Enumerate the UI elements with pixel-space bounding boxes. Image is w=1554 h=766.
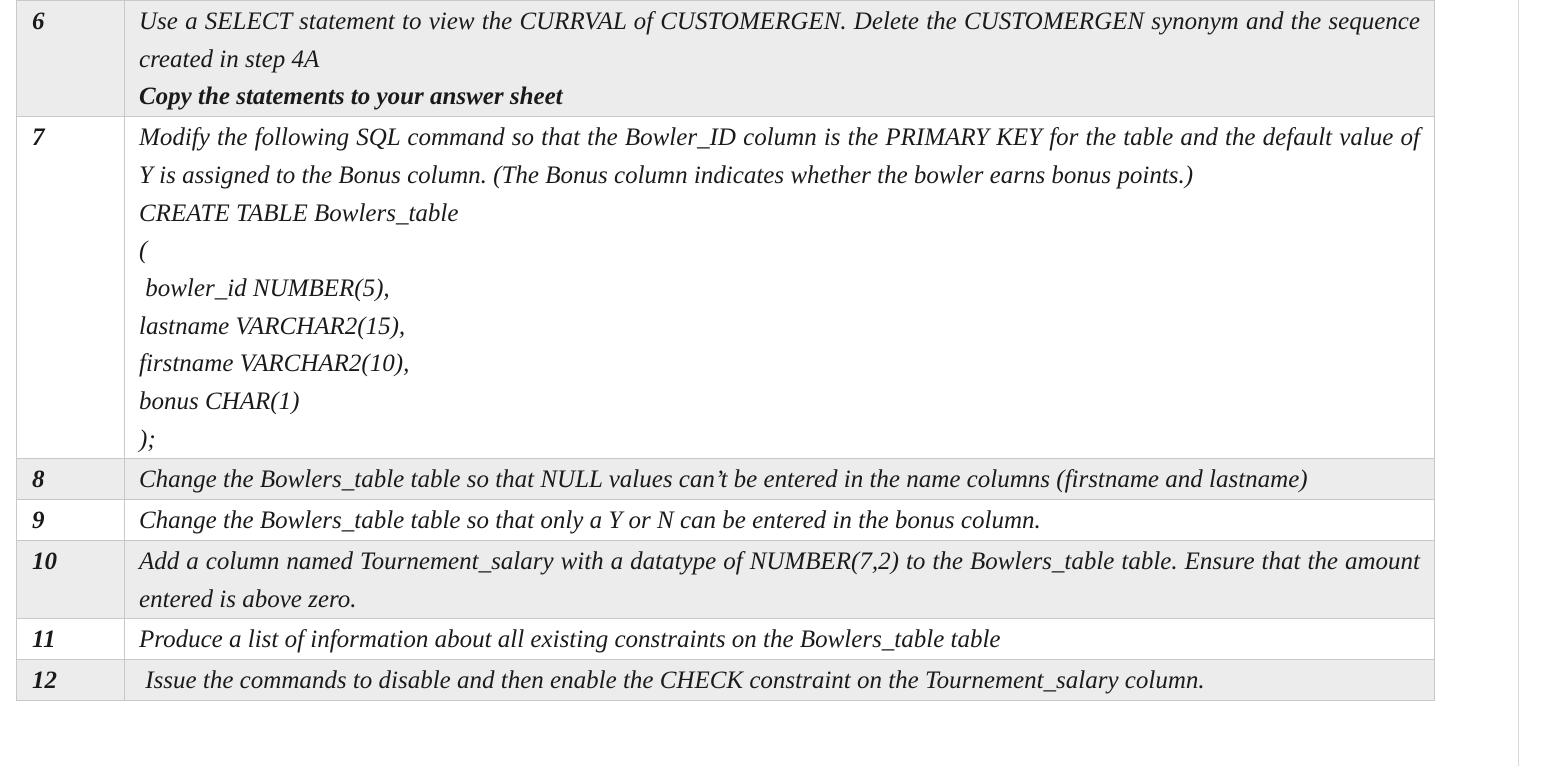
sql-code-line: bonus CHAR(1) — [139, 388, 300, 416]
task-description: Issue the commands to disable and then enable the CHECK constraint on the Tournement_salary column. — [125, 659, 1435, 700]
task-number: 6 — [17, 1, 125, 117]
table-row — [17, 659, 1435, 700]
table-row — [17, 540, 1435, 618]
sql-code-line: CREATE TABLE Bowlers_table — [139, 199, 459, 227]
sql-code-line: ); — [139, 425, 156, 453]
table-row — [17, 500, 1435, 541]
task-description: Modify the following SQL command so that the Bowler_ID column is the PRIMARY KEY for the table and the default value of Y is assigned to the Bonus column. (The Bonus column indicates whether the bowler earns bonus points.) — [139, 124, 1420, 189]
task-description: Change the Bowlers_table table so that only a Y or N can be entered in the bonus column. — [125, 500, 1435, 541]
task-description: Change the Bowlers_table table so that NULL values can’t be entered in the name columns (firstname and lastname) — [125, 459, 1435, 500]
task-number: 7 — [17, 117, 125, 459]
table-row — [17, 1, 1435, 117]
task-instruction: Copy the statements to your answer sheet — [139, 83, 563, 111]
task-number: 12 — [17, 659, 125, 700]
task-number: 8 — [17, 459, 125, 500]
sql-code-line: bowler_id NUMBER(5), — [139, 274, 390, 302]
task-description: Use a SELECT statement to view the CURRVAL of CUSTOMERGEN. Delete the CUSTOMERGEN synonym and the sequence created in step 4A — [139, 8, 1420, 73]
sql-code-line: lastname VARCHAR2(15), — [139, 312, 406, 340]
task-description-cell — [125, 117, 1435, 459]
table-row — [17, 459, 1435, 500]
document-page — [16, 0, 1435, 701]
sql-code-line: firstname VARCHAR2(10), — [139, 350, 410, 378]
table-row — [17, 117, 1435, 459]
sql-code-line: ( — [139, 237, 148, 265]
task-table — [16, 0, 1435, 701]
task-number: 11 — [17, 619, 125, 660]
task-description: Produce a list of information about all existing constraints on the Bowlers_table table — [125, 619, 1435, 660]
task-number: 9 — [17, 500, 125, 541]
page-margin-rule — [1518, 0, 1519, 766]
task-description-cell — [125, 1, 1435, 117]
task-number: 10 — [17, 540, 125, 618]
table-row — [17, 619, 1435, 660]
task-description: Add a column named Tournement_salary with a datatype of NUMBER(7,2) to the Bowlers_table table. Ensure that the amount entered is above zero. — [125, 540, 1435, 618]
